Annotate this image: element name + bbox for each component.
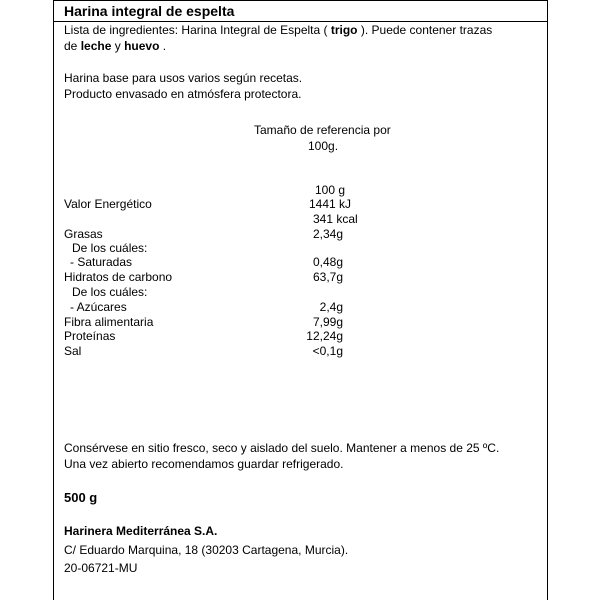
carbs-value: 63,7g bbox=[312, 270, 343, 284]
storage-line-2: Una vez abierto recomendamos guardar refrigerado. bbox=[64, 457, 344, 471]
title-divider bbox=[54, 21, 547, 22]
protein-value: 12,24g bbox=[306, 329, 343, 343]
ingredients-end: . bbox=[162, 39, 167, 53]
saturated-value: 0,48g bbox=[312, 255, 343, 269]
fiber-value: 7,99g bbox=[312, 315, 343, 329]
product-title: Harina integral de espelta bbox=[64, 3, 235, 19]
registry-number: 20-06721-MU bbox=[64, 561, 138, 575]
nutrition-column-header: 100 g bbox=[315, 183, 346, 197]
company-name: Harinera Mediterránea S.A. bbox=[64, 524, 218, 538]
salt-value: <0,1g bbox=[312, 344, 343, 358]
reference-size-line-2: 100g. bbox=[308, 139, 339, 153]
ingredients-line-1 bbox=[64, 23, 492, 38]
top-border bbox=[54, 0, 547, 1]
energy-kcal-value: 341 kcal bbox=[313, 212, 358, 226]
description-line-2: Producto envasado en atmósfera protectora. bbox=[64, 87, 302, 101]
company-address: C/ Eduardo Marquina, 18 (30203 Cartagena, Murcia). bbox=[64, 543, 349, 557]
fiber-label: Fibra alimentaria bbox=[64, 315, 154, 329]
allergen-huevo: huevo bbox=[124, 39, 160, 53]
reference-size-line-1: Tamaño de referencia por bbox=[254, 123, 391, 137]
fat-value: 2,34g bbox=[312, 227, 343, 241]
energy-kj-value: 1441 kJ bbox=[309, 197, 352, 211]
ingredients-line2-prefix: de bbox=[64, 39, 78, 53]
allergen-leche: leche bbox=[80, 39, 112, 53]
energy-label: Valor Energético bbox=[64, 197, 152, 211]
ingredients-prefix: Lista de ingredientes: Harina Integral de Espelta ( bbox=[64, 23, 328, 37]
salt-label: Sal bbox=[64, 344, 82, 358]
carbs-sub-header: De los cuáles: bbox=[72, 285, 148, 299]
saturated-label: - Saturadas bbox=[70, 255, 133, 269]
net-weight: 500 g bbox=[64, 490, 98, 505]
ingredients-middle: ). Puede contener trazas bbox=[360, 23, 493, 37]
allergen-trigo: trigo bbox=[330, 23, 358, 37]
storage-line-1: Consérvese en sitio fresco, seco y aislado del suelo. Mantener a menos de 25 ºC. bbox=[64, 441, 500, 455]
fat-sub-header: De los cuáles: bbox=[72, 241, 148, 255]
ingredients-line-2 bbox=[64, 39, 166, 54]
ingredients-conjunction: y bbox=[114, 39, 121, 53]
sugars-value: 2,4g bbox=[319, 300, 343, 314]
description-line-1: Harina base para usos varios según recetas. bbox=[64, 71, 303, 85]
sugars-label: - Azúcares bbox=[70, 300, 127, 314]
fat-label: Grasas bbox=[64, 227, 103, 241]
carbs-label: Hidratos de carbono bbox=[64, 270, 173, 284]
product-label-sheet bbox=[53, 0, 548, 600]
protein-label: Proteínas bbox=[64, 329, 116, 343]
